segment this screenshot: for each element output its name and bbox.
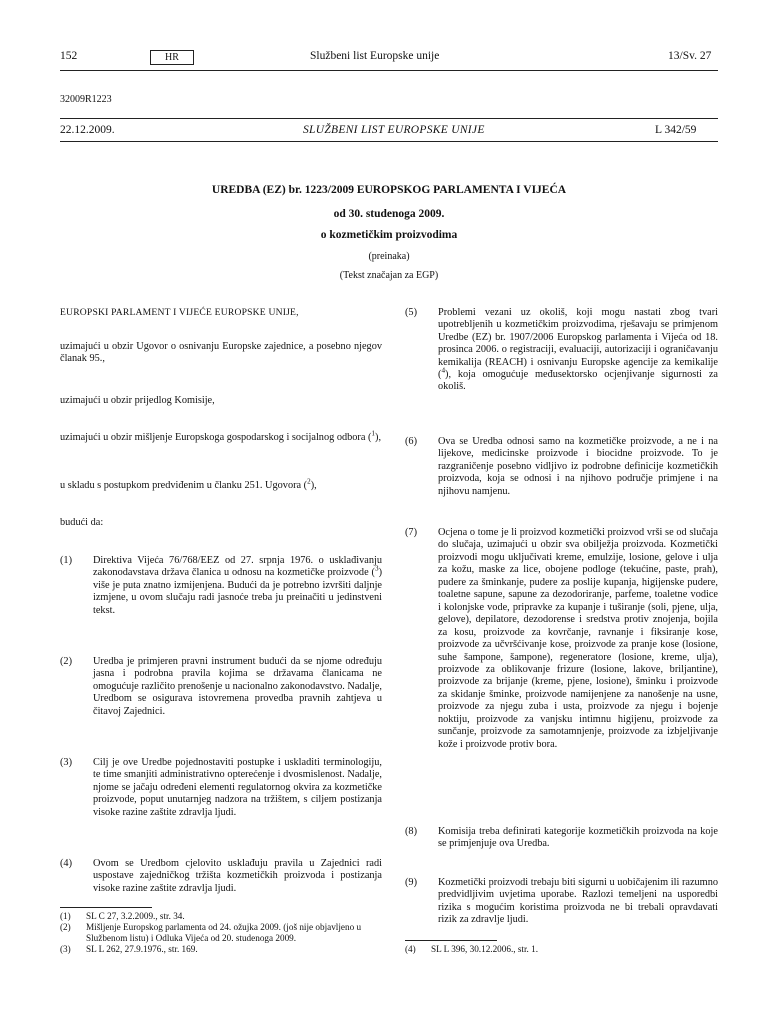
orig-header-rule-top <box>60 118 718 119</box>
preamble-heading: EUROPSKI PARLAMENT I VIJEĆE EUROPSKE UNIJE, <box>60 307 299 318</box>
footnote-item <box>60 944 382 955</box>
footnote-item <box>405 944 718 955</box>
footnote-text: SL L 396, 30.12.2006., str. 1. <box>431 944 539 954</box>
footnote-mark: (4) <box>405 944 416 954</box>
orig-header-rule-bottom <box>60 141 718 142</box>
footnote-text: Mišljenje Europskog parlamenta od 24. ožujka 2009. (još nije objavljeno u Službenom listu) i Odluka Vijeća od 20. studenoga 2009. <box>86 922 362 943</box>
recital-number: (7) <box>405 527 418 538</box>
orig-journal: SLUŽBENI LIST EUROPSKE UNIJE <box>303 124 485 136</box>
recital-number: (9) <box>405 877 418 888</box>
recital-number: (5) <box>405 307 418 318</box>
celex-number: 32009R1223 <box>60 94 112 105</box>
citation-treaty <box>60 341 382 366</box>
recital-number: (3) <box>60 757 73 768</box>
citation-opinion-end: ), <box>375 432 382 443</box>
footnote-ref: 4 <box>441 366 446 375</box>
recital-text: Direktiva Vijeća 76/768/EEZ od 27. srpnja 1976. o usklađivanju zakonodavstava država članica u odnosu na kozmetičke proizvode ( <box>93 555 382 579</box>
footnote-mark: (1) <box>60 911 71 921</box>
footnote-ref: 1 <box>371 429 376 438</box>
recital-text: Problemi vezani uz okoliš, koji mogu nastati zbog tvari upotrebljenih u kozmetičkim proizvodima, rješavaju se primjenom Uredbe (EZ) br. 1907/2006 Europskog parlamenta i Vijeća od 18. prosinca 2006. o registraciji, evaluaciji, autorizaciji i ograničavanju kemikalija (REACH) i osnivanju Europske agencije za kemikalije ( <box>438 307 718 381</box>
citation-proposal <box>60 395 382 407</box>
recital-1 <box>93 555 382 617</box>
recital-number: (4) <box>60 858 73 869</box>
citation-procedure-end: ), <box>310 480 317 491</box>
recital-5 <box>438 307 718 394</box>
orig-date: 22.12.2009. <box>60 124 115 136</box>
footnote-rule <box>60 907 152 908</box>
citation-treaty-text: uzimajući u obzir Ugovor o osnivanju Europske zajednice, a posebno njegov članak 95., <box>60 341 382 365</box>
footnote-item <box>60 922 382 944</box>
recital-text: ), koja omogućuje međusektorsko ocjenjivanje sigurnosti za okoliš. <box>438 369 718 393</box>
recast-note: (preinaka) <box>368 251 410 262</box>
recital-number: (6) <box>405 436 418 447</box>
citation-opinion <box>60 429 382 444</box>
recital-number: (8) <box>405 826 418 837</box>
regulation-title: UREDBA (EZ) br. 1223/2009 EUROPSKOG PARLAMENTA I VIJEĆA <box>211 184 567 196</box>
regulation-subject: o kozmetičkim proizvodima <box>320 229 458 241</box>
volume-ref: 13/Sv. 27 <box>668 50 712 62</box>
citation-procedure <box>60 477 382 492</box>
regulation-date: od 30. studenoga 2009. <box>333 208 445 220</box>
recital-6: Ova se Uredba odnosi samo na kozmetičke proizvode, a ne i na lijekove, medicinske proizvode i biocidne proizvode. To je razgraničenje posebno vidljivo iz podrobne definicije kozmetičkih proizvoda, koja se odnosi i na njihovo područje primjene i na njihovu namjenu. <box>438 436 718 497</box>
recital-8: Komisija treba definirati kategorije kozmetičkih proizvoda na koje se primjenjuje ova Uredba. <box>438 826 718 850</box>
whereas-heading: budući da: <box>60 517 104 528</box>
footnote-text: SL L 262, 27.9.1976., str. 169. <box>86 944 198 954</box>
footnote-ref: 2 <box>307 477 311 486</box>
footnote-text: SL C 27, 3.2.2009., str. 34. <box>86 911 185 921</box>
recital-9: Kozmetički proizvodi trebaju biti sigurni u uobičajenim ili razumno predvidljivim uvjetima uporabe. Razlozi temeljeni na usporedbi rizika s mogućim koristima proizvoda ne bi trebali opravdavati rizik za zdravlje ljudi. <box>438 877 718 926</box>
recital-number: (2) <box>60 656 73 667</box>
journal-title: Službeni list Europske unije <box>310 50 440 62</box>
footnote-rule <box>405 940 497 941</box>
citation-procedure-text: u skladu s postupkom predviđenim u članku 251. Ugovora ( <box>60 480 308 491</box>
recital-4: Ovom se Uredbom cjelovito usklađuju pravila u Zajednici radi uspostave zajedničkog tržišta kozmetičkih proizvoda i postizanja visoke razine zaštite zdravlja ljudi. <box>93 858 382 894</box>
recital-7: Ocjena o tome je li proizvod kozmetički proizvod vrši se od slučaja do slučaja, uzimajući u obzir sva obilježja proizvoda. Kozmetički proizvodi mogu uključivati kreme, emulzije, losione, gelove i ulja za kožu, maske za lice, obojene podloge (tekućine, paste, prah), pudere za šminkanje, pudere za poslije kupanja, higijenske pudere, toaletne sapune, sapune za dezodoriranje, parfeme, toaletne vodice i kolonjske vode, pripravke za kupanje i tuširanje (soli, pjene, ulja, gelove), depilatore, dezodorense i sredstva protiv znojenja, bojila za kosu, proizvode za kovrčanje, ravnanje i fiksiranje kose, proizvode za učvršćivanje kose, proizvode za pranje kose (losione, suhe šampone, šampone), regeneratore (losione, kreme, ulja), proizvode za oblikovanje frizure (losione, lakove, briljantine), proizvode za brijanje (kreme, pjene, losione), šminku i proizvode za skidanje šminke, proizvode namijenjene za nanošenje na usne, proizvode za njegu zuba i usta, proizvode za njegu i bojenje noktiju, proizvode za vanjsku intimnu higijenu, proizvode za sunčanje, proizvode za samotamnjenje, proizvode za izbjeljivanje kože i proizvode protiv bora. <box>438 527 718 750</box>
page-number: 152 <box>60 50 78 62</box>
footnote-mark: (3) <box>60 944 71 954</box>
footnote-ref: 3 <box>374 564 379 573</box>
citation-proposal-text: uzimajući u obzir prijedlog Komisije, <box>60 395 215 406</box>
header-rule <box>60 70 718 71</box>
recital-3: Cilj je ove Uredbe pojednostaviti postupke i uskladiti terminologiju, te time smanjiti administrativno opterećenje i dvosmislenost. Nadalje, njome se jačaju određeni elementi regulatornog okvira za kozmetičke proizvode, poput unutarnjeg nadzora na tržištem, s ciljem postizanja visoke razine zaštite zdravlja ljudi. <box>93 757 382 818</box>
citation-opinion-text: uzimajući u obzir mišljenje Europskoga gospodarskog i socijalnog odbora ( <box>60 432 372 443</box>
recital-number: (1) <box>60 555 73 566</box>
footnote-item <box>60 911 382 922</box>
eea-note: (Tekst značajan za EGP) <box>339 270 439 281</box>
recital-2: Uredba je primjeren pravni instrument budući da se njome određuju jasna i podrobna pravila kojima se državama članicama ne omogućuje različito prenošenje u nacionalno zakonodavstvo. Nadalje, Uredbom se osigurava istovremena provedba pravnih zahtjeva u čitavoj Zajednici. <box>93 656 382 717</box>
footnote-mark: (2) <box>60 922 71 932</box>
language-box: HR <box>150 50 194 65</box>
footnotes-left <box>60 911 382 955</box>
footnotes-right <box>405 944 718 955</box>
recital-text: ) više je puta znatno izmijenjena. Budući da je potrebno izvršiti daljnje izmjene, u ovom slučaju radi jasnoće treba ju preinačiti u jedinstveni tekst. <box>93 567 382 616</box>
orig-ref: L 342/59 <box>655 124 697 136</box>
